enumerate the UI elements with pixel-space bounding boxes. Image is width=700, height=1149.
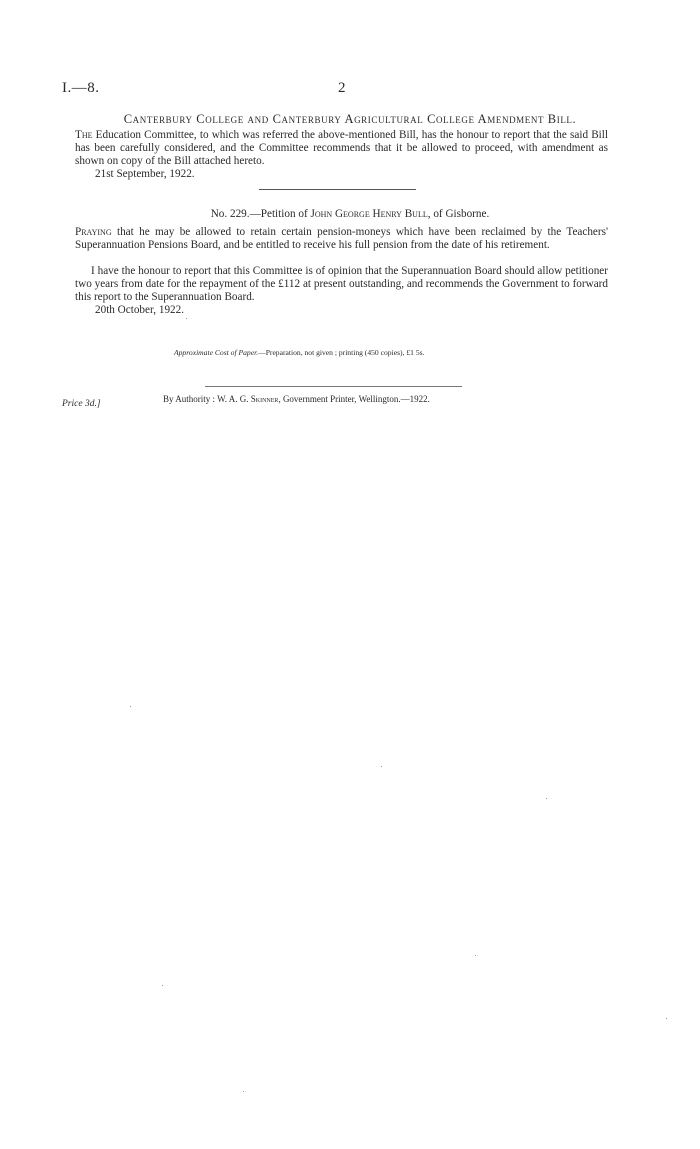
cost-of-paper xyxy=(174,348,425,357)
scan-speck xyxy=(243,1091,244,1092)
petitioner-name: John George Henry Bull xyxy=(310,208,428,220)
printer-name: Skinner xyxy=(250,394,279,404)
scan-speck xyxy=(666,1018,667,1019)
petition-prayer-lead: Praying xyxy=(75,226,112,238)
printer-authority xyxy=(163,394,430,404)
petition-title-suffix: , of Gisborne. xyxy=(427,208,490,220)
scan-speck xyxy=(186,318,187,319)
section-divider xyxy=(259,189,416,190)
scan-speck xyxy=(381,766,382,767)
cost-label: Approximate Cost of Paper. xyxy=(174,348,259,357)
scan-speck xyxy=(475,955,476,956)
petition-report-date: 20th October, 1922. xyxy=(95,304,185,316)
scan-speck xyxy=(130,706,131,707)
cost-text: —Preparation, not given ; printing (450 copies), £1 5s. xyxy=(258,348,425,357)
scan-speck xyxy=(546,798,547,799)
bill-report-date: 21st September, 1922. xyxy=(95,168,195,180)
bill-report-paragraph xyxy=(75,129,608,168)
authority-suffix: , Government Printer, Wellington.—1922. xyxy=(278,394,430,404)
bill-report-lead: The xyxy=(75,129,93,141)
footer-divider xyxy=(205,386,462,387)
bill-report-text: Education Committee, to which was referred the above-mentioned Bill, has the honour to report that the said Bill has been carefully considered, and the Committee recommends that it be allowed to proceed, with amendment as shown on copy of the Bill attached hereto. xyxy=(75,129,608,167)
page-number: 2 xyxy=(338,80,346,96)
petition-prayer-paragraph xyxy=(75,226,608,252)
scan-speck xyxy=(162,985,163,986)
petition-title-prefix: No. 229.—Petition of xyxy=(210,208,311,220)
authority-prefix: By Authority : W. A. G. xyxy=(163,394,251,404)
bill-section-title: Canterbury College and Canterbury Agricultural College Amendment Bill. xyxy=(123,112,577,126)
petition-title xyxy=(0,208,700,220)
petition-prayer-text: that he may be allowed to retain certain pension-moneys which have been reclaimed by the Teachers' Superannuation Pensions Board, and be entitled to receive his full pension from the date of his retirement. xyxy=(75,226,608,251)
price-note: Price 3d.] xyxy=(62,399,101,409)
petition-report-paragraph: I have the honour to report that this Committee is of opinion that the Superannuation Board should allow petitioner two years from date for the repayment of the £112 at present outstanding, and recommends the Government to forward this report to the Superannuation Board. xyxy=(75,265,608,303)
document-reference: I.—8. xyxy=(62,80,100,96)
